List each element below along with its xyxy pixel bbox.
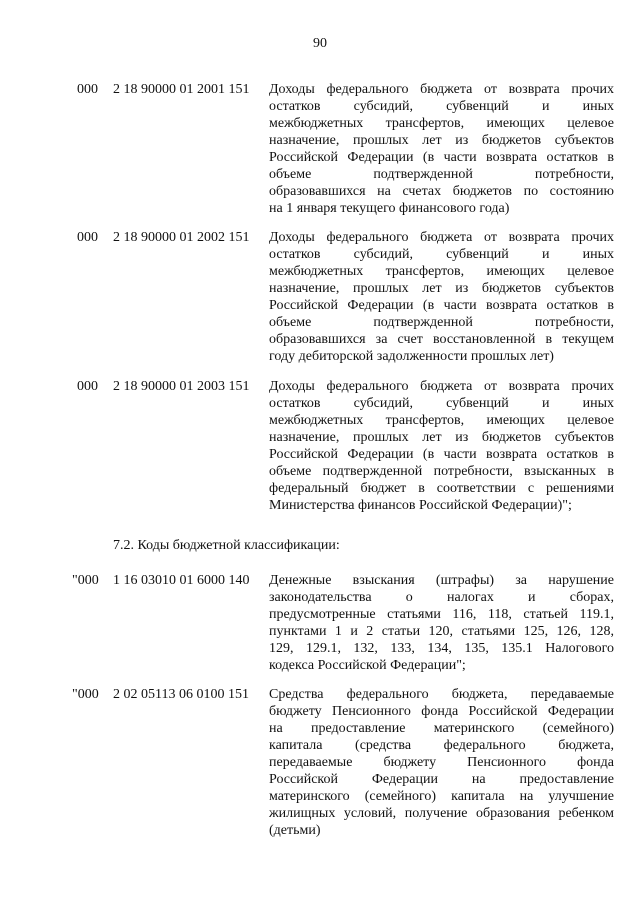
section-heading: 7.2. Коды бюджетной классификации: xyxy=(113,538,340,553)
entry-code: 1 16 03010 01 6000 140 xyxy=(113,573,250,588)
description-line: на 1 января текущего финансового года) xyxy=(269,201,510,216)
description-line: Средства федерального бюджета, передаваемые xyxy=(269,687,614,702)
entry-code: 2 18 90000 01 2002 151 xyxy=(113,230,250,245)
description-line: Российской Федерации (в части возврата остатков в xyxy=(269,298,614,313)
description-line: передаваемые бюджету Пенсионного фонда xyxy=(269,755,614,770)
description-line: образовавшихся на счетах бюджетов по состоянию xyxy=(269,184,614,199)
description-line: Денежные взыскания (штрафы) за нарушение xyxy=(269,573,614,588)
description-line: объеме подтвержденной потребности, xyxy=(269,315,614,330)
description-line: Доходы федерального бюджета от возврата прочих xyxy=(269,82,614,97)
description-line: пунктами 1 и 2 статьи 120, статьями 125, 126, 128, xyxy=(269,624,614,639)
entry-prefix: 000 xyxy=(77,230,98,245)
description-line: образовавшихся за счет восстановленной в текущем xyxy=(269,332,614,347)
description-line: назначение, прошлых лет из бюджетов субъектов xyxy=(269,133,614,148)
description-line: объеме подтвержденной потребности, взысканных в xyxy=(269,464,614,479)
description-line: Российской Федерации на предоставление xyxy=(269,772,614,787)
description-line: законодательства о налогах и сборах, xyxy=(269,590,614,605)
description-line: 129, 129.1, 132, 133, 134, 135, 135.1 Налогового xyxy=(269,641,614,656)
description-line: объеме подтвержденной потребности, xyxy=(269,167,614,182)
description-line: Министерства финансов Российской Федерации)"; xyxy=(269,498,572,513)
description-line: остатков субсидий, субвенций и иных xyxy=(269,247,614,262)
description-line: предусмотренные статьями 116, 118, статьей 119.1, xyxy=(269,607,614,622)
entry-description xyxy=(269,81,614,217)
entry-prefix: 000 xyxy=(77,82,98,97)
description-line: Доходы федерального бюджета от возврата прочих xyxy=(269,379,614,394)
description-line: Российской Федерации (в части возврата остатков в xyxy=(269,447,614,462)
entry-prefix: 000 xyxy=(77,379,98,394)
description-line: капитала (средства федерального бюджета, xyxy=(269,738,614,753)
entry-description xyxy=(269,229,614,365)
description-line: Доходы федерального бюджета от возврата прочих xyxy=(269,230,614,245)
entry-description xyxy=(269,378,614,514)
description-line: бюджету Пенсионного фонда Российской Федерации xyxy=(269,704,614,719)
description-line: межбюджетных трансфертов, имеющих целевое xyxy=(269,116,614,131)
description-line: кодекса Российской Федерации"; xyxy=(269,658,466,673)
entry-description xyxy=(269,686,614,839)
description-line: межбюджетных трансфертов, имеющих целевое xyxy=(269,264,614,279)
entry-code: 2 02 05113 06 0100 151 xyxy=(113,687,249,702)
description-line: жилищных условий, получение образования ребенком xyxy=(269,806,614,821)
description-line: назначение, прошлых лет из бюджетов субъектов xyxy=(269,430,614,445)
description-line: году дебиторской задолженности прошлых лет) xyxy=(269,349,554,364)
entry-code: 2 18 90000 01 2003 151 xyxy=(113,379,250,394)
description-line: межбюджетных трансфертов, имеющих целевое xyxy=(269,413,614,428)
description-line: федеральный бюджет в соответствии с решениями xyxy=(269,481,614,496)
description-line: на предоставление материнского (семейного) xyxy=(269,721,614,736)
page-number: 90 xyxy=(313,36,327,51)
description-line: назначение, прошлых лет из бюджетов субъектов xyxy=(269,281,614,296)
entry-code: 2 18 90000 01 2001 151 xyxy=(113,82,250,97)
description-line: Российской Федерации (в части возврата остатков в xyxy=(269,150,614,165)
entry-prefix: "000 xyxy=(72,687,99,702)
description-line: остатков субсидий, субвенций и иных xyxy=(269,99,614,114)
description-line: материнского (семейного) капитала на улучшение xyxy=(269,789,614,804)
entry-description xyxy=(269,572,614,674)
entry-prefix: "000 xyxy=(72,573,99,588)
description-line: остатков субсидий, субвенций и иных xyxy=(269,396,614,411)
description-line: (детьми) xyxy=(269,823,321,838)
